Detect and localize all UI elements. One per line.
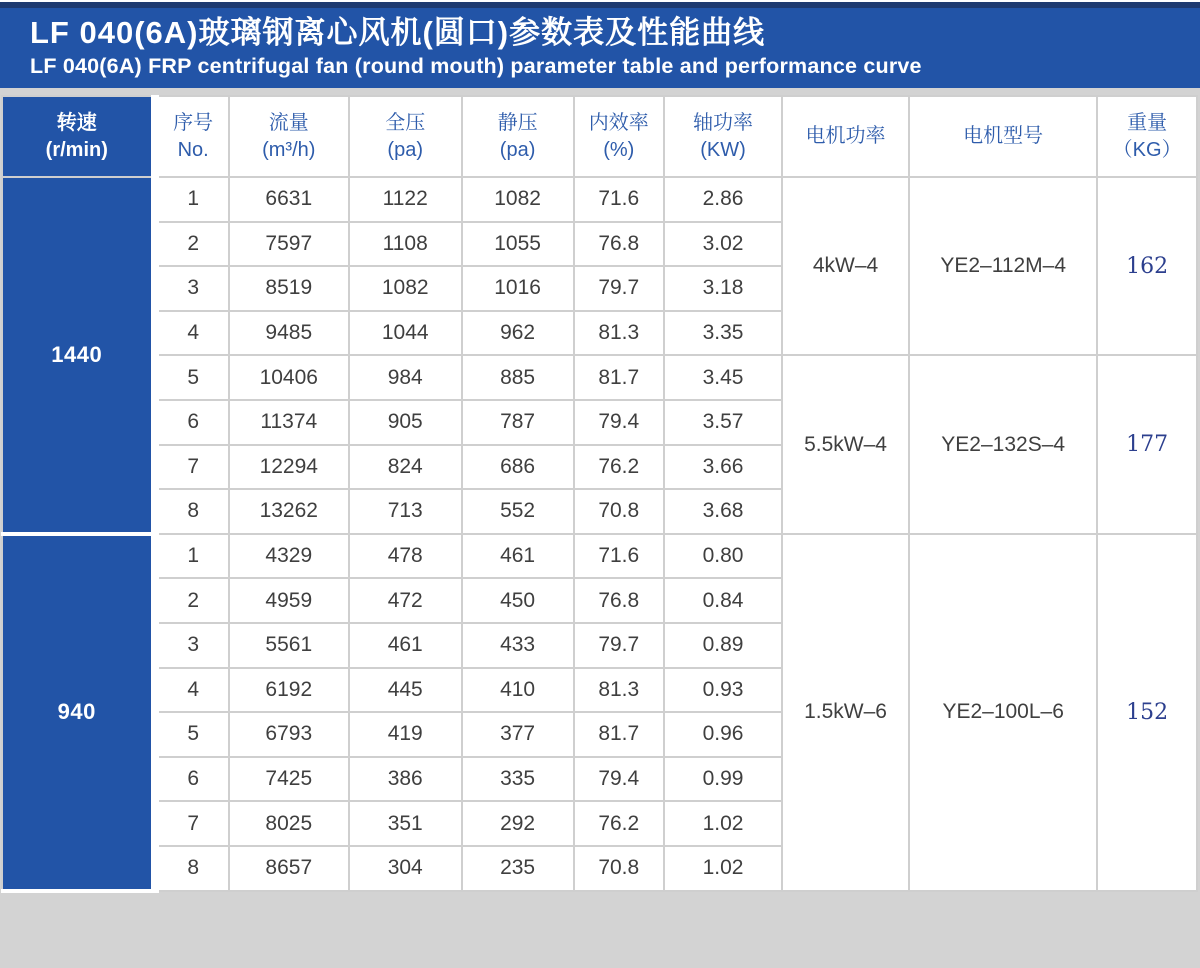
static-pressure-cell: 1016: [462, 266, 574, 311]
table-row: [2, 534, 1197, 579]
motor-weight-cell: 177: [1097, 355, 1197, 533]
efficiency-cell: 76.8: [574, 222, 665, 267]
table-header-row: [2, 96, 1197, 177]
row-no-cell: 1: [155, 534, 229, 579]
bottom-strip: [0, 893, 1200, 906]
shaft-power-cell: 3.35: [664, 311, 782, 356]
col-header-efficiency: [574, 96, 665, 177]
total-pressure-cell: 824: [349, 445, 462, 490]
efficiency-cell: 76.8: [574, 578, 665, 623]
shaft-power-cell: 1.02: [664, 846, 782, 891]
flow-cell: 4329: [229, 534, 349, 579]
shaft-power-cell: 3.68: [664, 489, 782, 534]
page-title: LF 040(6A)玻璃钢离心风机(圆口)参数表及性能曲线: [30, 15, 766, 50]
col-header-total-pressure: [349, 96, 462, 177]
motor-power-cell: 4kW–4: [782, 177, 909, 355]
total-pressure-cell: 1122: [349, 177, 462, 222]
col-header-motor-model-label: 电机型号: [963, 125, 1044, 147]
shaft-power-cell: 0.89: [664, 623, 782, 668]
total-pressure-cell: 386: [349, 757, 462, 802]
total-pressure-cell: 905: [349, 400, 462, 445]
total-pressure-cell: 984: [349, 355, 462, 400]
motor-weight-cell: 152: [1097, 534, 1197, 891]
efficiency-cell: 81.7: [574, 355, 665, 400]
col-header-speed-unit: (r/min): [45, 138, 108, 161]
parameter-table: [1, 95, 1198, 893]
efficiency-cell: 79.7: [574, 266, 665, 311]
static-pressure-cell: 1082: [462, 177, 574, 222]
row-no-cell: 6: [155, 757, 229, 802]
static-pressure-cell: 235: [462, 846, 574, 891]
flow-cell: 8519: [229, 266, 349, 311]
row-no-cell: 6: [155, 400, 229, 445]
col-header-efficiency-unit: (%): [603, 138, 635, 161]
shaft-power-cell: 3.57: [664, 400, 782, 445]
speed-group-cell: 940: [2, 534, 155, 891]
total-pressure-cell: 478: [349, 534, 462, 579]
speed-group-cell: 1440: [2, 177, 155, 534]
motor-model-cell: YE2–112M–4: [909, 177, 1097, 355]
shaft-power-cell: 0.96: [664, 712, 782, 757]
shaft-power-cell: 0.84: [664, 578, 782, 623]
col-header-speed: [2, 96, 155, 177]
col-header-no-unit: No.: [177, 138, 209, 161]
col-header-motor-model: [909, 96, 1097, 177]
shaft-power-cell: 0.93: [664, 668, 782, 713]
total-pressure-cell: 304: [349, 846, 462, 891]
static-pressure-cell: 787: [462, 400, 574, 445]
col-header-speed-label: 转速: [56, 111, 97, 134]
shaft-power-cell: 0.80: [664, 534, 782, 579]
shaft-power-cell: 3.02: [664, 222, 782, 267]
row-no-cell: 8: [155, 846, 229, 891]
total-pressure-cell: 713: [349, 489, 462, 534]
title-bar: [0, 8, 1200, 88]
col-header-flow-unit: (m³/h): [262, 138, 316, 161]
row-no-cell: 7: [155, 801, 229, 846]
motor-weight-cell: 162: [1097, 177, 1197, 355]
efficiency-cell: 81.7: [574, 712, 665, 757]
static-pressure-cell: 962: [462, 311, 574, 356]
flow-cell: 13262: [229, 489, 349, 534]
col-header-shaft-power: [664, 96, 782, 177]
efficiency-cell: 71.6: [574, 177, 665, 222]
shaft-power-cell: 1.02: [664, 801, 782, 846]
flow-cell: 4959: [229, 578, 349, 623]
col-header-efficiency-label: 内效率: [588, 111, 649, 134]
col-header-weight-label: 重量: [1127, 111, 1168, 134]
row-no-cell: 5: [155, 355, 229, 400]
table-body: [2, 177, 1197, 891]
shaft-power-cell: 0.99: [664, 757, 782, 802]
static-pressure-cell: 292: [462, 801, 574, 846]
static-pressure-cell: 885: [462, 355, 574, 400]
row-no-cell: 5: [155, 712, 229, 757]
col-header-no-label: 序号: [173, 111, 214, 134]
row-no-cell: 1: [155, 177, 229, 222]
static-pressure-cell: 461: [462, 534, 574, 579]
shaft-power-cell: 3.18: [664, 266, 782, 311]
total-pressure-cell: 445: [349, 668, 462, 713]
flow-cell: 9485: [229, 311, 349, 356]
col-header-total-pressure-unit: (pa): [387, 138, 423, 161]
col-header-flow: [229, 96, 349, 177]
flow-cell: 8657: [229, 846, 349, 891]
static-pressure-cell: 1055: [462, 222, 574, 267]
col-header-shaft-power-unit: (KW): [700, 138, 746, 161]
total-pressure-cell: 351: [349, 801, 462, 846]
row-no-cell: 4: [155, 668, 229, 713]
table-row: [2, 355, 1197, 400]
col-header-weight-unit: （KG）: [1112, 138, 1182, 161]
col-header-static-pressure: [462, 96, 574, 177]
table-row: [2, 177, 1197, 222]
shaft-power-cell: 2.86: [664, 177, 782, 222]
static-pressure-cell: 552: [462, 489, 574, 534]
static-pressure-cell: 335: [462, 757, 574, 802]
title-table-divider: [0, 88, 1200, 95]
motor-power-cell: 1.5kW–6: [782, 534, 909, 891]
flow-cell: 7425: [229, 757, 349, 802]
row-no-cell: 8: [155, 489, 229, 534]
row-no-cell: 4: [155, 311, 229, 356]
flow-cell: 10406: [229, 355, 349, 400]
efficiency-cell: 81.3: [574, 311, 665, 356]
row-no-cell: 3: [155, 266, 229, 311]
row-no-cell: 2: [155, 222, 229, 267]
col-header-motor-power-label: 电机功率: [805, 125, 886, 147]
efficiency-cell: 79.4: [574, 400, 665, 445]
page-subtitle: LF 040(6A) FRP centrifugal fan (round mouth) parameter table and performance curve: [30, 54, 922, 78]
total-pressure-cell: 472: [349, 578, 462, 623]
motor-power-cell: 5.5kW–4: [782, 355, 909, 533]
row-no-cell: 7: [155, 445, 229, 490]
row-no-cell: 3: [155, 623, 229, 668]
col-header-shaft-power-label: 轴功率: [693, 111, 753, 134]
static-pressure-cell: 686: [462, 445, 574, 490]
efficiency-cell: 76.2: [574, 801, 665, 846]
static-pressure-cell: 377: [462, 712, 574, 757]
col-header-flow-label: 流量: [268, 111, 309, 134]
col-header-total-pressure-label: 全压: [385, 111, 426, 134]
flow-cell: 5561: [229, 623, 349, 668]
motor-model-cell: YE2–100L–6: [909, 534, 1097, 891]
total-pressure-cell: 1108: [349, 222, 462, 267]
col-header-weight: [1097, 96, 1197, 177]
col-header-no: [155, 96, 229, 177]
flow-cell: 12294: [229, 445, 349, 490]
total-pressure-cell: 461: [349, 623, 462, 668]
efficiency-cell: 70.8: [574, 489, 665, 534]
static-pressure-cell: 450: [462, 578, 574, 623]
static-pressure-cell: 433: [462, 623, 574, 668]
shaft-power-cell: 3.45: [664, 355, 782, 400]
flow-cell: 6793: [229, 712, 349, 757]
efficiency-cell: 76.2: [574, 445, 665, 490]
col-header-motor-power: [782, 96, 909, 177]
static-pressure-cell: 410: [462, 668, 574, 713]
col-header-static-pressure-unit: (pa): [499, 138, 536, 161]
shaft-power-cell: 3.66: [664, 445, 782, 490]
efficiency-cell: 79.4: [574, 757, 665, 802]
total-pressure-cell: 1044: [349, 311, 462, 356]
efficiency-cell: 79.7: [574, 623, 665, 668]
efficiency-cell: 71.6: [574, 534, 665, 579]
efficiency-cell: 70.8: [574, 846, 665, 891]
col-header-static-pressure-label: 静压: [497, 111, 538, 134]
total-pressure-cell: 419: [349, 712, 462, 757]
flow-cell: 6192: [229, 668, 349, 713]
total-pressure-cell: 1082: [349, 266, 462, 311]
flow-cell: 11374: [229, 400, 349, 445]
row-no-cell: 2: [155, 578, 229, 623]
motor-model-cell: YE2–132S–4: [909, 355, 1097, 533]
flow-cell: 7597: [229, 222, 349, 267]
efficiency-cell: 81.3: [574, 668, 665, 713]
flow-cell: 6631: [229, 177, 349, 222]
flow-cell: 8025: [229, 801, 349, 846]
